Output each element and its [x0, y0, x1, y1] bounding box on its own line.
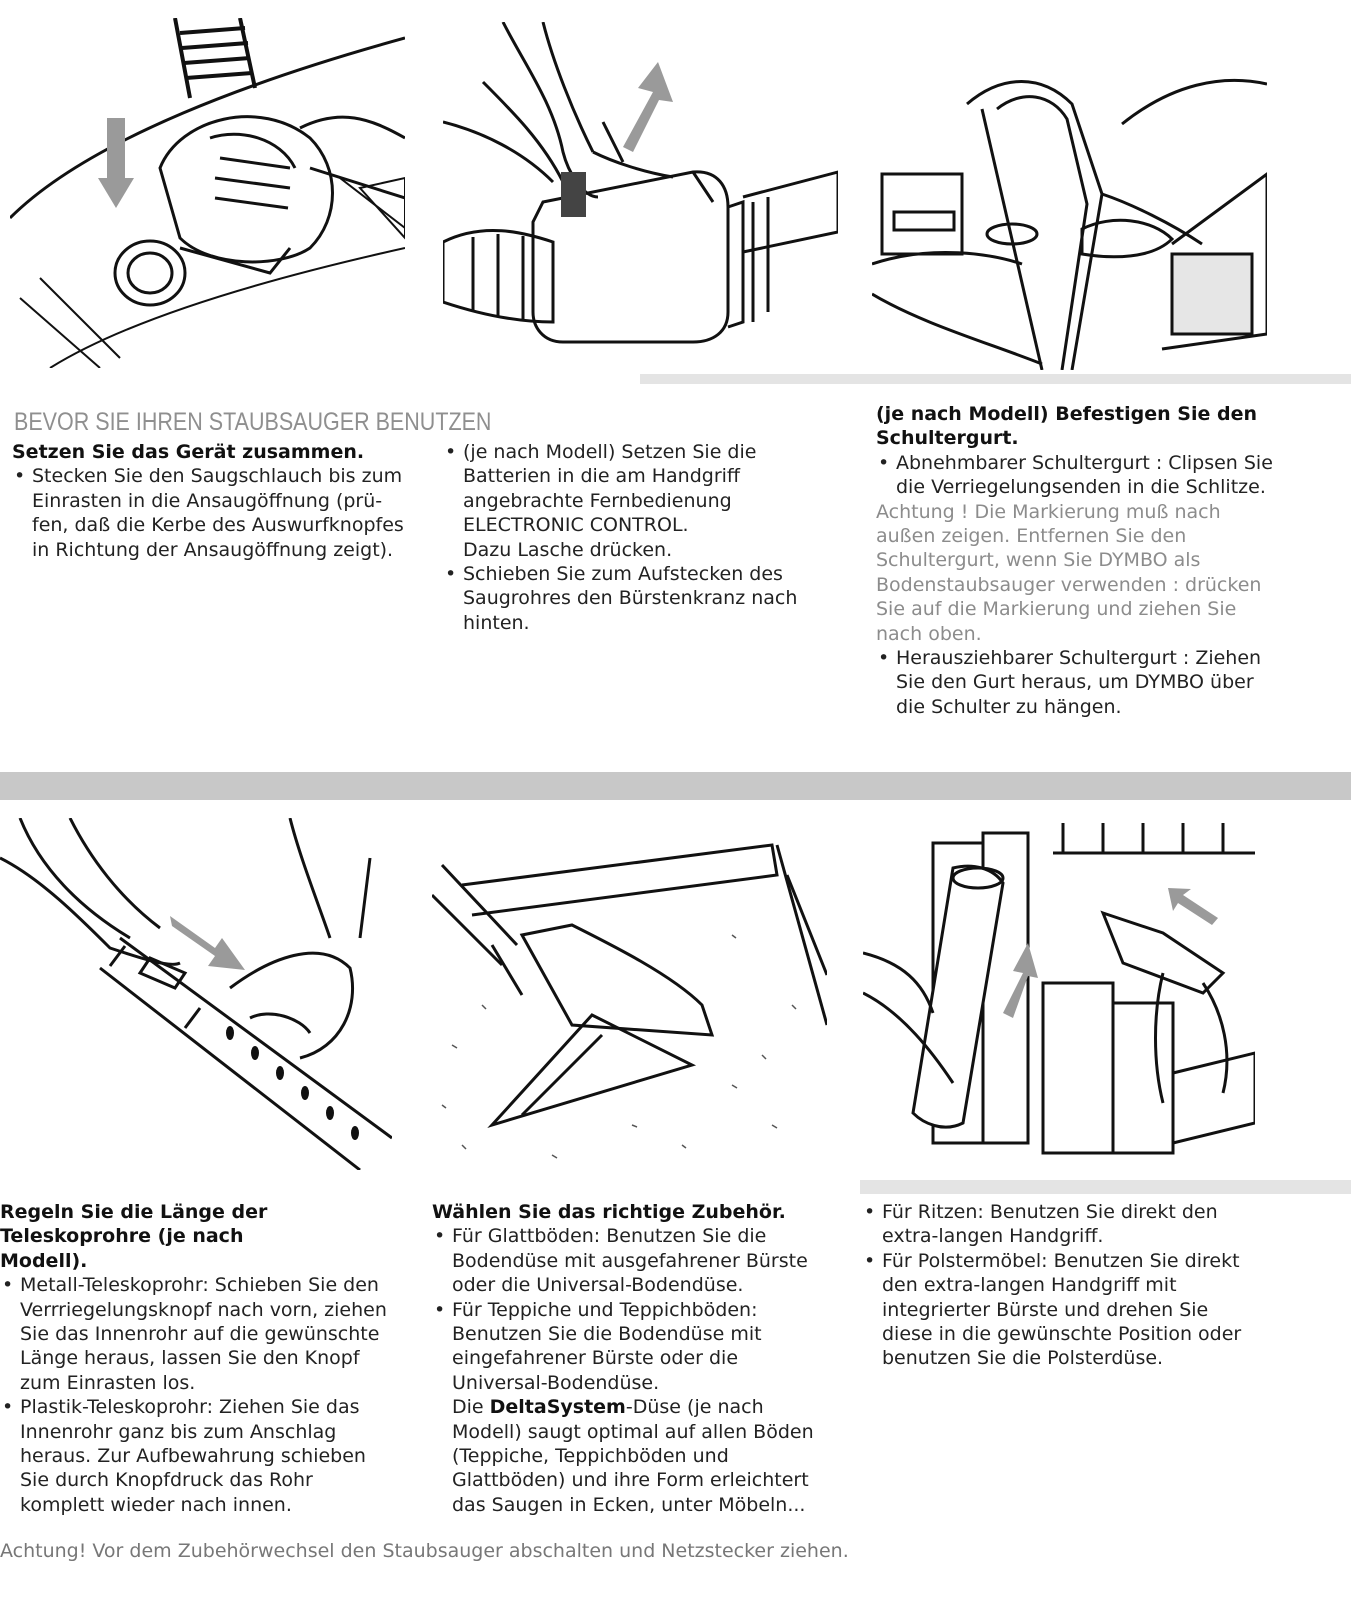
middle-band: [0, 772, 1351, 800]
accessory-title: Wählen Sie das richtige Zubehör.: [432, 1201, 786, 1223]
top-column-3: [876, 402, 1276, 719]
delta-pre: Die: [452, 1396, 490, 1419]
battery-text: (je nach Modell) Setzen Sie die Batterien in die am Handgriff angebrachte Fernbedienung ELECTRONIC CONTROL.: [463, 441, 757, 537]
delta-name: DeltaSystem: [489, 1396, 626, 1419]
strap-title: (je nach Modell) Befestigen Sie den Schultergurt.: [876, 403, 1257, 450]
telescope-title: Regeln Sie die Länge der Teleskoprohre (je nach Modell).: [0, 1201, 268, 1272]
battery-text-cont: Dazu Lasche drücken.: [463, 538, 673, 561]
top-band: [640, 374, 1351, 384]
list-item: [443, 440, 803, 562]
remote-control-illustration: [443, 22, 838, 347]
delta-post: -Düse (je nach Modell) saugt optimal auf allen Böden (Teppiche, Teppichböden und Glattböden) und ihre Form erleichtert das Saugen in Ecken, unter Möbeln...: [452, 1396, 814, 1516]
bottom-column-3: [862, 1200, 1262, 1371]
assemble-title: Setzen Sie das Gerät zusammen.: [12, 441, 365, 463]
delta-paragraph: [432, 1395, 832, 1517]
list-item: • Für Teppiche und Teppichböden: Benutzen Sie die Bodendüse mit eingefahrener Bürste oder die Universal-Bodendüse.: [432, 1298, 832, 1396]
list-item: • Metall-Teleskoprohr: Schieben Sie den Verrriegelungsknopf nach vorn, ziehen Sie das Innenrohr auf die gewünschte Länge heraus, lassen Sie den Knopf zum Einrasten los.: [0, 1273, 400, 1395]
list-item: • Abnehmbarer Schultergurt : Clipsen Sie die Verriegelungsenden in die Schlitze.: [876, 451, 1276, 500]
list-item: • Für Polstermöbel: Benutzen Sie direkt den extra-langen Handgriff mit integrierter Bürste und drehen Sie diese in die gewünschte Position oder benutzen Sie die Polsterdüse.: [862, 1249, 1262, 1371]
bottom-column-2: [432, 1200, 832, 1517]
shoulder-strap-illustration: [872, 64, 1267, 370]
bottom-column-1: [0, 1200, 400, 1517]
strap-warning: Achtung ! Die Markierung muß nach außen zeigen. Entfernen Sie den Schultergurt, wenn Sie DYMBO als Bodenstaubsauger verwenden : drücken Sie auf die Markierung und ziehen Sie nach oben.: [876, 500, 1262, 645]
handle-cleaning-illustration: [863, 823, 1255, 1170]
footer-warning: Achtung! Vor dem Zubehörwechsel den Staubsauger abschalten und Netzstecker ziehen.: [0, 1540, 849, 1562]
top-column-1: [12, 440, 412, 562]
floor-nozzle-illustration: [432, 825, 827, 1170]
list-item: • Herausziehbarer Schultergurt : Ziehen Sie den Gurt heraus, um DYMBO über die Schulter zu hängen.: [876, 646, 1276, 719]
telescopic-tube-illustration: [0, 818, 392, 1170]
list-item: • Stecken Sie den Saugschlauch bis zum Einrasten in die Ansaugöffnung (prü-fen, daß die Kerbe des Auswurfknopfes in Richtung der Ansaugöffnung zeigt).: [12, 464, 412, 562]
list-item: • Schieben Sie zum Aufstecken des Saugrohres den Bürstenkranz nach hinten.: [443, 562, 803, 635]
lower-band: [860, 1180, 1351, 1194]
list-item: • Für Ritzen: Benutzen Sie direkt den extra-langen Handgriff.: [862, 1200, 1262, 1249]
top-column-2: [443, 440, 803, 635]
list-item: • Plastik-Teleskoprohr: Ziehen Sie das Innenrohr ganz bis zum Anschlag heraus. Zur Aufbewahrung schieben Sie durch Knopfdruck das Rohr komplett wieder nach innen.: [0, 1395, 400, 1517]
hose-insertion-illustration: [10, 18, 405, 368]
section-heading: BEVOR SIE IHREN STAUBSAUGER BENUTZEN: [14, 408, 492, 436]
list-item: • Für Glattböden: Benutzen Sie die Bodendüse mit ausgefahrener Bürste oder die Universal-Bodendüse.: [432, 1224, 832, 1297]
